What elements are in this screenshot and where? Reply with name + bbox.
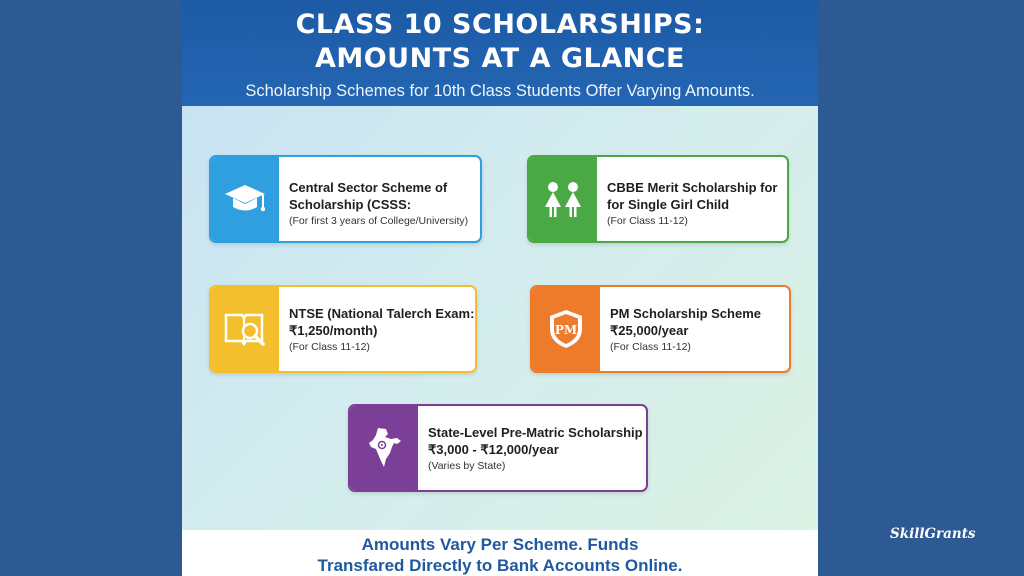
card-amount: ₹3,000 - ₹12,000/year [428, 442, 559, 457]
india-map-icon [364, 425, 404, 471]
title-line-2: AMOUNTS AT A GLANCE [314, 43, 686, 74]
card-note: (Varies by State) [428, 460, 506, 472]
poster [182, 0, 818, 576]
card-name-line-2: Scholarship (CSSS: [289, 197, 412, 212]
header-banner [182, 0, 818, 106]
card-text [597, 157, 777, 241]
card-name-line-1: Central Sector Scheme of [289, 180, 448, 195]
graduation-cap-icon [223, 181, 267, 217]
card-icon-box [529, 157, 597, 241]
footer-banner [182, 530, 818, 576]
footer-line-1: Amounts Vary Per Scheme. Funds [361, 535, 639, 554]
book-magnifier-icon [222, 309, 268, 349]
card-state-prematric [348, 404, 648, 492]
card-name-line-1: PM Scholarship Scheme [610, 306, 761, 321]
page-title [182, 8, 818, 76]
card-text [600, 287, 761, 371]
card-name-line-2: for Single Girl Child [607, 197, 730, 212]
pm-shield-icon [546, 307, 586, 351]
card-name-line-1: CBBE Merit Scholarship for [607, 180, 778, 195]
card-amount: ₹1,250/month) [289, 323, 378, 338]
card-note: (For Class 11-12) [610, 341, 691, 353]
card-text [279, 287, 474, 371]
girls-icon [539, 179, 587, 219]
card-note: (For Class 11-12) [607, 215, 688, 227]
card-cbse-girl [527, 155, 789, 243]
page-subtitle: Scholarship Schemes for 10th Class Students Offer Varying Amounts. [245, 82, 755, 100]
card-text [279, 157, 468, 241]
card-icon-box [350, 406, 418, 490]
card-name-line-1: NTSE (National Talerch Exam: [289, 306, 475, 321]
card-ntse [209, 285, 477, 373]
card-note: (For Class 11-12) [289, 341, 370, 353]
card-name-line-1: State-Level Pre-Matric Scholarship [428, 425, 643, 440]
footer-line-2: Transfared Directly to Bank Accounts Online. [317, 556, 683, 575]
svg-text:PM: PM [554, 323, 578, 337]
card-amount: ₹25,000/year [610, 323, 689, 338]
title-line-1: CLASS 10 SCHOLARSHIPS: [295, 9, 705, 40]
card-pm-scholarship [530, 285, 791, 373]
card-icon-box [211, 287, 279, 371]
card-icon-box [532, 287, 600, 371]
card-text [418, 406, 643, 490]
card-csss [209, 155, 482, 243]
card-note: (For first 3 years of College/University) [289, 215, 469, 227]
card-icon-box [211, 157, 279, 241]
brand-watermark: SkillGrants [890, 526, 976, 542]
